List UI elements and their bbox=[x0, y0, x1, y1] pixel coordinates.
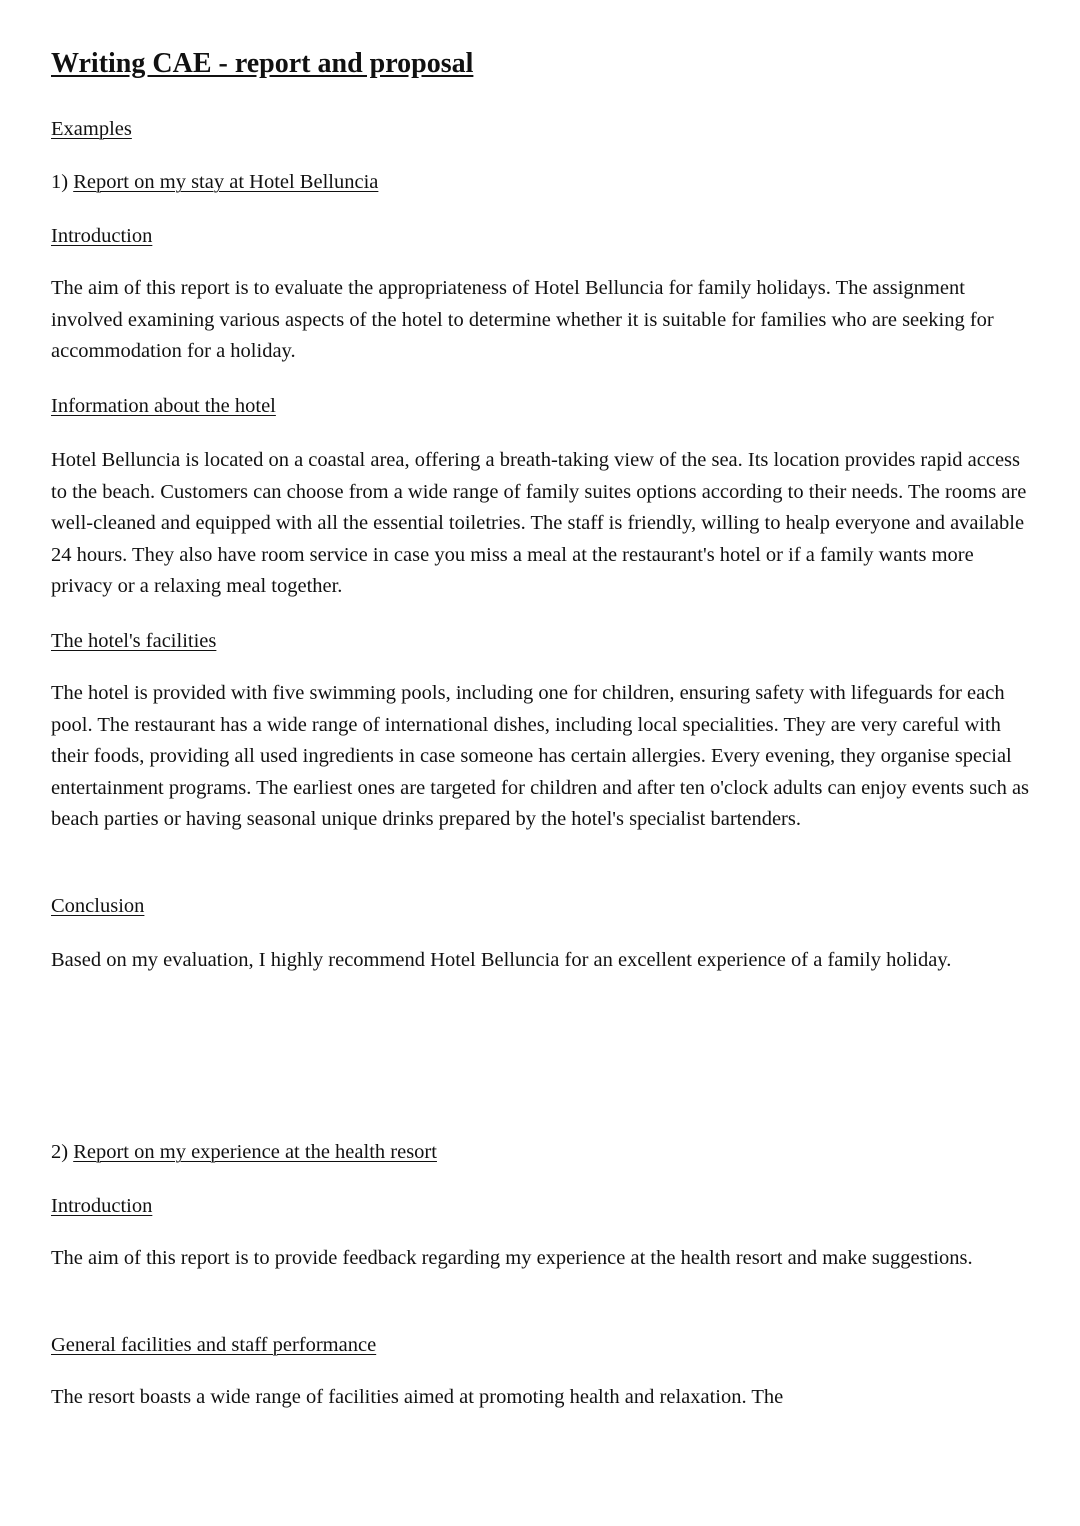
examples-label: Examples bbox=[51, 118, 132, 140]
report1-intro-text: The aim of this report is to evaluate the appropriateness of Hotel Belluncia for family holidays. The assignment involved examining various aspects of the hotel to determine whether it is suitable for families who are seeking for accommodation for a holiday. bbox=[51, 277, 994, 362]
report1-intro-heading: Introduction bbox=[51, 225, 153, 247]
report2-general-heading: General facilities and staff performance bbox=[51, 1334, 377, 1356]
report2-general-text: The resort boasts a wide range of facilities aimed at promoting health and relaxation. The bbox=[51, 1386, 784, 1408]
report2-heading: Report on my experience at the health resort bbox=[73, 1141, 437, 1163]
report2-number: 2) bbox=[51, 1141, 74, 1163]
report1-conclusion-heading: Conclusion bbox=[51, 895, 145, 917]
report1-info-text: Hotel Belluncia is located on a coastal area, offering a breath-taking view of the sea. Its location provides rapid access to the beach. Customers can choose from a wide range of family suites options according to their needs. The rooms are well-cleaned and equipped with all the essential toiletries. The staff is friendly, willing to healp everyone and available 24 hours. They also have room service in case you miss a meal at the restaurant's hotel or if a family wants more privacy or a relaxing meal together. bbox=[51, 449, 1027, 597]
report1-heading: Report on my stay at Hotel Belluncia bbox=[73, 171, 379, 193]
report2-heading-line bbox=[51, 1136, 437, 1168]
report1-conclusion-text: Based on my evaluation, I highly recommend Hotel Belluncia for an excellent experience of a family holiday. bbox=[51, 949, 952, 971]
report2-intro-text: The aim of this report is to provide feedback regarding my experience at the health resort and make suggestions. bbox=[51, 1247, 973, 1269]
report1-facilities-heading: The hotel's facilities bbox=[51, 630, 217, 652]
report1-number: 1) bbox=[51, 171, 74, 193]
report1-info-heading: Information about the hotel bbox=[51, 395, 276, 417]
report1-facilities-text: The hotel is provided with five swimming pools, including one for children, ensuring safety with lifeguards for each pool. The restaurant has a wide range of international dishes, including local specialities. They are very careful with their foods, providing all used ingredients in case someone has certain allergies. Every evening, they organise special entertainment programs. The earliest ones are targeted for children and after ten o'clock adults can enjoy events such as beach parties or having seasonal unique drinks prepared by the hotel's specialist bartenders. bbox=[51, 682, 1030, 830]
report1-heading-line bbox=[51, 166, 378, 198]
document-title: Writing CAE - report and proposal bbox=[51, 48, 474, 79]
report2-intro-heading: Introduction bbox=[51, 1195, 153, 1217]
